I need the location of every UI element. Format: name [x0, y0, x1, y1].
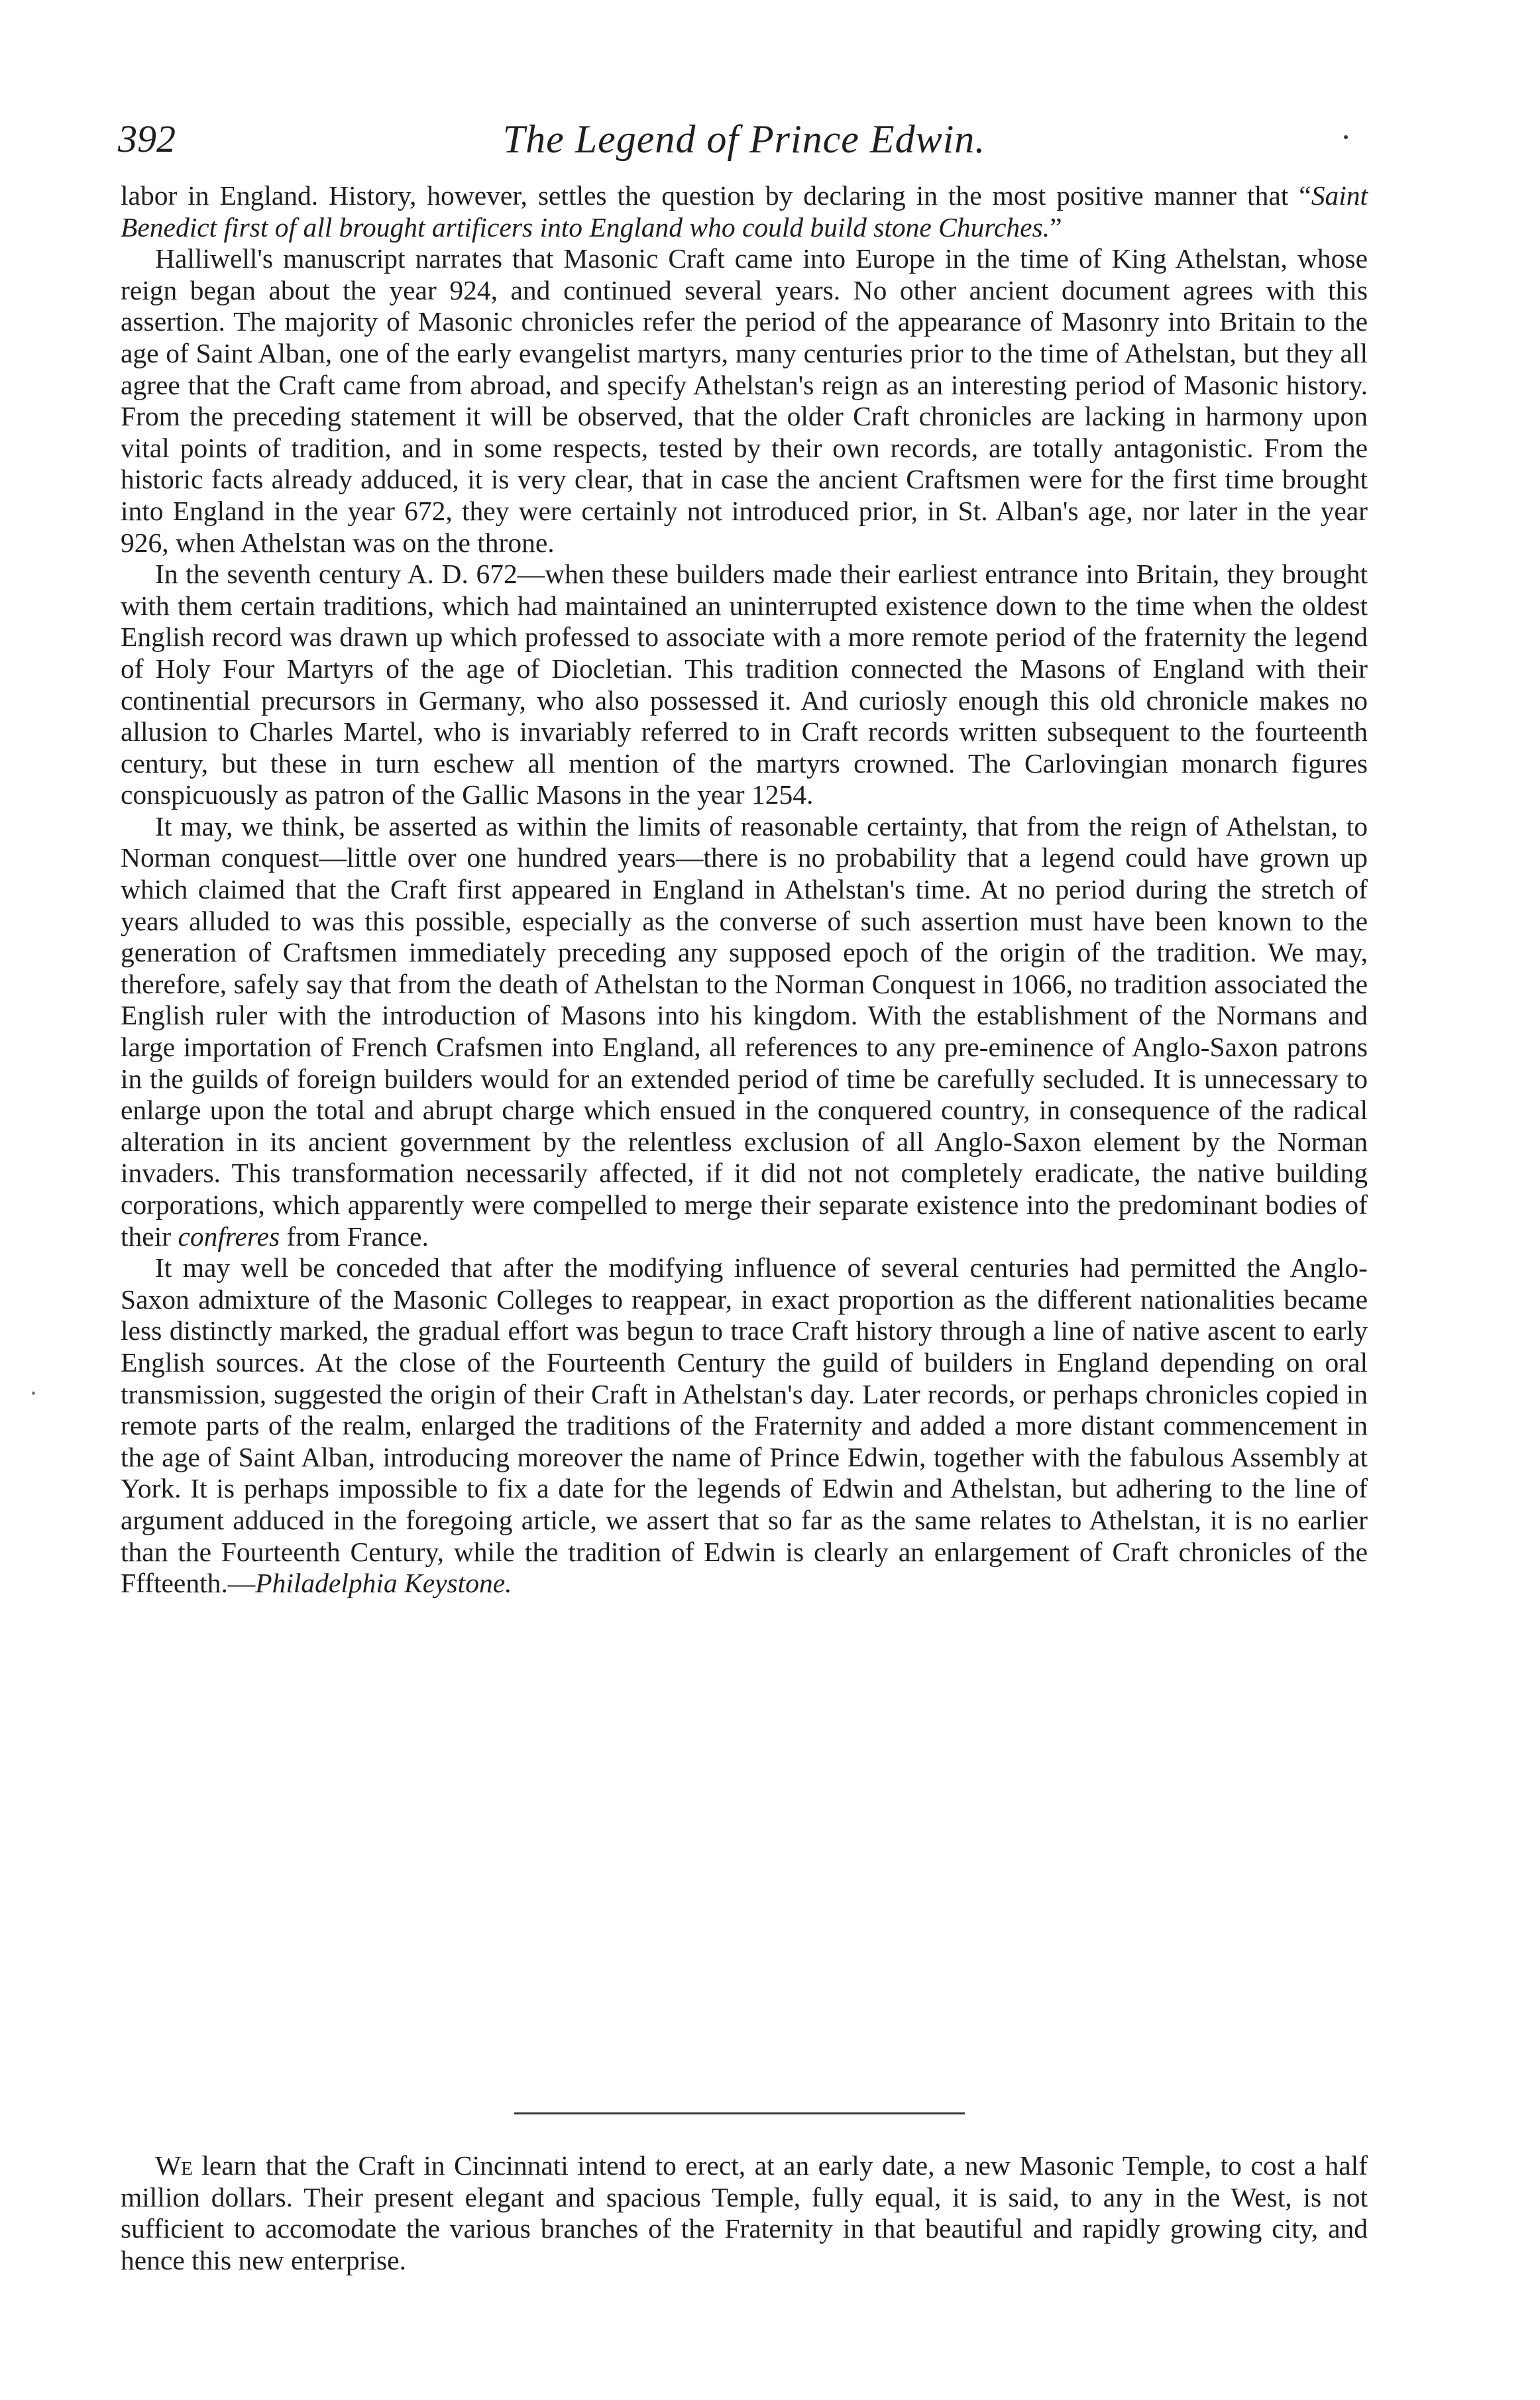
paragraph-2: Halliwell's manuscript narrates that Masonic Craft came into Europe in the time of King Athelstan, whose reign began about the year 924, and continued several years. No other ancient document agrees with this assertion. The majority of Masonic chronicles refer the period of the appearance of Masonry into Britain to the age of Saint Alban, one of the early evangelist martyrs, many centuries prior to the time of Athelstan, but they all agree that the Craft came from abroad, and specify Athelstan's reign as an interesting period of Masonic history. From the preceding statement it will be observed, that the older Craft chronicles are lacking in harmony upon vital points of tradition, and in some respects, tested by their own records, are totally antagonistic. From the historic facts already adduced, it is very clear, that in case the ancient Craftsmen were for the first time brought into England in the year 672, they were certainly not introduced prior, in St. Alban's age, nor later in the year 926, when Athelstan was on the throne. — [121, 243, 1368, 558]
paragraph-4 — [121, 811, 1368, 1252]
news-note — [121, 2150, 1368, 2276]
paragraph-1-text: labor in England. History, however, settles the question by declaring in the most positive manner that “ — [121, 180, 1311, 211]
page-header — [118, 113, 1370, 172]
margin-mark — [32, 1391, 35, 1395]
paragraph-1-end: ” — [1050, 211, 1062, 243]
paragraph-1 — [121, 180, 1368, 243]
article-body — [121, 180, 1368, 1600]
running-title: The Legend of Prince Edwin. — [502, 117, 986, 161]
news-note-text: learn that the Craft in Cincinnati intend to erect, at an early date, a new Masonic Temple, to cost a half million dollars. Their present elegant and spacious Temple, fully equal, it is said, to any in the West, is not sufficient to accomodate the various branches of the Fraternity in that beautiful and rapidly growing city, and hence this new enterprise. — [121, 2150, 1368, 2275]
header-dot-mark — [1344, 135, 1348, 139]
paragraph-4-end: from France. — [280, 1221, 429, 1252]
paragraph-4-text: It may, we think, be asserted as within the limits of reasonable certainty, that from the reign of Athelstan, to Norman conquest—little over one hundred years—there is no probability that a legend could have grown up which claimed that the Craft first appeared in England in Athelstan's time. At no period during the stretch of years alluded to was this possible, especially as the converse of such assertion must have been known to the generation of Craftsmen immediately preceding any supposed epoch of the origin of the tradition. We may, therefore, safely say that from the death of Athelstan to the Norman Conquest in 1066, no tradition associated the English ruler with the introduction of Masons into his kingdom. With the establishment of the Normans and large importation of French Crafsmen into England, all references to any pre-eminence of Anglo-Saxon patrons in the guilds of foreign builders would for an extended period of time be carefully secluded. It is unnecessary to enlarge upon the total and abrupt charge which ensued in the conquered country, in consequence of the radical alteration in its ancient government by the relentless exclusion of all Anglo-Saxon element by the Norman invaders. This transformation necessarily affected, if it did not not completely eradicate, the native building corporations, which apparently were compelled to merge their separate existence into the predominant bodies of their — [121, 810, 1368, 1252]
paragraph-5-source: Philadelphia Keystone. — [255, 1568, 512, 1599]
paragraph-5-text: It may well be conceded that after the modifying influence of several centuries had permitted the Anglo-Saxon admixture of the Masonic Colleges to reappear, in exact proportion as the different nationalities became less distinctly marked, the gradual effort was begun to trace Craft history through a line of native ascent to early English sources. At the close of the Fourteenth Century the guild of builders in England depending on oral transmission, suggested the origin of their Craft in Athelstan's day. Later records, or perhaps chronicles copied in remote parts of the realm, enlarged the traditions of the Fraternity and added a more distant commencement in the age of Saint Alban, introducing moreover the name of Prince Edwin, together with the fabulous Assembly at York. It is perhaps impossible to fix a date for the legends of Edwin and Athelstan, but adhering to the line of argument adduced in the foregoing article, we assert that so far as the same relates to Athelstan, it is no earlier than the Fourteenth Century, while the tradition of Edwin is clearly an enlargement of Craft chronicles of the Fffteenth.— — [121, 1252, 1368, 1599]
page-number: 392 — [118, 117, 176, 160]
paragraph-3: In the seventh century A. D. 672—when these builders made their earliest entrance into Britain, they brought with them certain traditions, which had maintained an uninterrupted existence down to the time when the oldest English record was drawn up which professed to associate with a more remote period of the fraternity the legend of Holy Four Martyrs of the age of Diocletian. This tradition connected the Masons of England with their continential precursors in Germany, who also possessed it. And curiosly enough this old chronicle makes no allusion to Charles Martel, who is invariably referred to in Craft records written subsequent to the fourteenth century, but these in turn eschew all mention of the martyrs crowned. The Carlovingian monarch figures conspicuously as patron of the Gallic Masons in the year 1254. — [121, 559, 1368, 810]
paragraph-5 — [121, 1252, 1368, 1600]
paragraph-1-quote: Saint Benedict first of all brought artificers into England who could build stone Churches. — [121, 180, 1368, 243]
news-note-paragraph — [121, 2150, 1368, 2276]
news-note-lead: We — [155, 2150, 193, 2181]
section-divider — [514, 2112, 965, 2114]
paragraph-4-italic: confreres — [178, 1221, 280, 1252]
